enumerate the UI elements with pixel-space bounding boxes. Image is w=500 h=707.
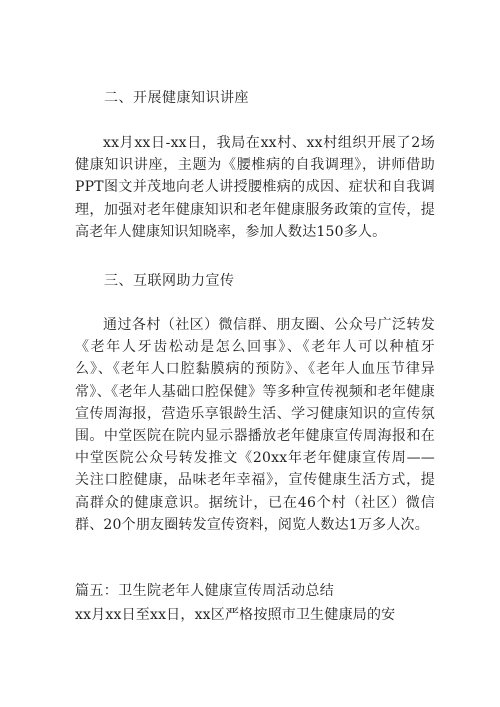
chapter-opening-paragraph: xx月xx日至xx日，xx区严格按照市卫生健康局的安 [75, 607, 396, 623]
section-paragraph-internet: 通过各村（社区）微信群、朋友圈、公众号广泛转发《老年人牙齿松动是怎么回事》、《老年人可以种植牙么》、《老年人口腔黏膜病的预防》、《老年人血压节律异常》、《老年人基础口腔保健》等多种宣传视频和老年健康宣传周海报，营造乐享银龄生活、学习健康知识的宣传氛围。中堂医院在院内显示器播放老年健康宣传周海报和在中堂医院公众号转发推文《20xx年老年健康宣传周——关注口腔健康，品味老年幸福》，宣传健康生活方式，提高群众的健康意识。据统计，已在46个村（社区）微信群、20个朋友圈转发宣传资料，阅览人数达1万多人次。 [75, 317, 435, 533]
section-paragraph-lectures: xx月xx日-xx日，我局在xx村、xx村组织开展了2场健康知识讲座，主题为《腰椎病的自我调理》，讲师借助PPT图文并茂地向老人讲授腰椎病的成因、症状和自我调理，加强对老年健康知识和老年健康服务政策的宣传，提高老年人健康知识知晓率，参加人数达150多人。 [75, 135, 435, 240]
chapter-heading: 篇五：卫生院老年人健康宣传周活动总结 [75, 583, 335, 599]
section-heading-lectures: 二、开展健康知识讲座 [104, 90, 249, 106]
section-heading-internet: 三、互联网助力宣传 [104, 273, 235, 289]
